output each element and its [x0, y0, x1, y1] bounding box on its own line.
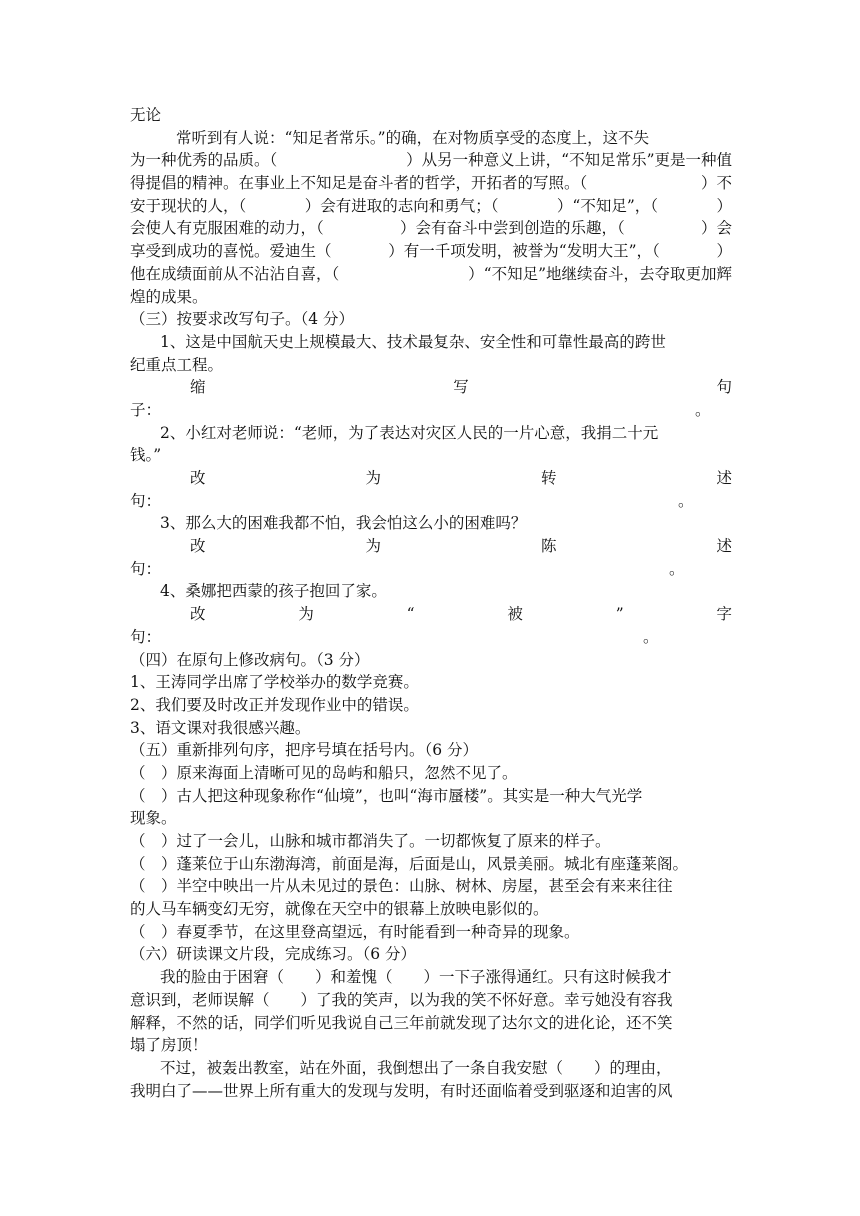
- answer-label: 句：: [130, 627, 162, 646]
- answer-line: [130, 626, 732, 649]
- instruction-char: 为: [298, 605, 314, 624]
- passage-text: ）会有奋斗中尝到创造的乐趣，（: [399, 219, 625, 238]
- answer-line: [130, 399, 732, 422]
- list-item: 1、王涛同学出席了学校举办的数学竞赛。: [130, 673, 419, 692]
- instruction-char: 改: [190, 537, 206, 556]
- instruction-char: ”: [615, 605, 624, 624]
- answer-end: 。: [695, 400, 711, 419]
- list-item: （ ）过了一会儿，山脉和城市都消失了。一切都恢复了原来的样子。: [130, 832, 611, 850]
- instruction-char: 转: [540, 469, 557, 487]
- list-item: （ ）蓬莱位于山东渤海湾，前面是海，后面是山，风景美丽。城北有座蓬莱阁。: [130, 854, 689, 873]
- answer-end: 。: [643, 627, 659, 646]
- question-line: 4、桑娜把西蒙的孩子抱回了家。: [160, 582, 387, 601]
- instruction-char: 改: [190, 469, 206, 487]
- answer-label: 句：: [130, 559, 162, 578]
- passage-text: 会使人有克服困难的动力，（: [130, 219, 324, 238]
- passage-text: 他在成绩面前从不沾沾自喜，（: [130, 264, 340, 283]
- list-item: （ ）古人把这种现象称作“仙境”，也叫“海市蜃楼”。其实是一种大气光学: [130, 786, 643, 805]
- answer-end: 。: [678, 491, 694, 510]
- instruction-char: 句: [716, 378, 732, 397]
- instruction-line: [130, 376, 732, 399]
- question-line: 3、那么大的困难我都不怕，我会怕这么小的困难吗？: [160, 514, 527, 533]
- passage-line: [130, 149, 732, 172]
- instruction-char: 为: [365, 469, 381, 487]
- passage-text: ）会: [700, 219, 732, 238]
- list-item: 的人马车辆变幻无穷，就像在天空中的银幕上放映电影似的。: [130, 900, 549, 919]
- section-title: （六）研读课文片段，完成练习。（6 分）: [130, 945, 417, 964]
- passage-text: ）有一千项发明，被誉为“发明大王”，（: [388, 242, 660, 261]
- paragraph-line: 解释，不然的话，同学们听见我说自己三年前就发现了达尔文的进化论，还不笑: [130, 1013, 673, 1032]
- list-item: 3、语文课对我很感兴趣。: [130, 718, 311, 737]
- list-item: （ ）春夏季节，在这里登高望远，有时能看到一种奇异的现象。: [130, 922, 580, 941]
- word-bank-heading: 无论: [130, 106, 162, 124]
- instruction-char: “: [406, 605, 415, 624]
- passage-line: [130, 263, 732, 286]
- instruction-line: [130, 535, 732, 558]
- passage-line: [130, 195, 732, 218]
- paragraph-line: 塌了房顶！: [130, 1036, 208, 1055]
- passage-line: 常听到有人说：“知足者常乐。”的确，在对物质享受的态度上，这不失: [176, 128, 650, 147]
- passage-text: ）不: [700, 174, 732, 193]
- list-item: （ ）原来海面上清晰可见的岛屿和船只，忽然不见了。: [130, 763, 518, 782]
- list-item: 2、我们要及时改正并发现作业中的错误。: [130, 695, 419, 714]
- passage-line: [130, 172, 732, 195]
- list-item: （ ）半空中映出一片从未见过的景色：山脉、树林、房屋，甚至会有来来往往: [130, 877, 673, 896]
- instruction-char: 述: [716, 537, 732, 556]
- question-line: 2、小红对老师说：“老师，为了表达对灾区人民的一片心意，我捐二十元: [160, 423, 659, 442]
- section-title: （三）按要求改写句子。（4 分）: [130, 310, 355, 329]
- passage-text: ）会有进取的志向和勇气；（: [304, 196, 499, 215]
- answer-label: 子：: [130, 400, 162, 419]
- passage-text: ）从另一种意义上讲，“不知足常乐”更是一种值: [406, 151, 732, 170]
- passage-line: 煌的成果。: [130, 287, 208, 306]
- paragraph-line: 意识到，老师误解（ ）了我的笑声，以为我的笑不怀好意。幸亏她没有容我: [130, 990, 673, 1009]
- instruction-char: 写: [453, 378, 469, 397]
- passage-text: ）“不知足”地继续奋斗，去夺取更加辉: [468, 264, 732, 283]
- paragraph-line: 我的脸由于困窘（ ）和羞愧（ ）一下子涨得通红。只有这时候我才: [160, 968, 672, 987]
- passage-text: ）: [716, 242, 732, 261]
- passage-line: [130, 240, 732, 263]
- answer-label: 句：: [130, 491, 162, 510]
- answer-line: [130, 558, 732, 581]
- passage-text: 得提倡的精神。在事业上不知足是奋斗者的哲学，开拓者的写照。（: [130, 174, 588, 193]
- instruction-char: 字: [716, 605, 732, 624]
- instruction-char: 述: [716, 469, 732, 487]
- list-item: 现象。: [130, 809, 177, 828]
- answer-end: 。: [669, 559, 685, 578]
- instruction-char: 为: [365, 537, 381, 556]
- instruction-char: 改: [190, 605, 206, 624]
- section-title: （五）重新排列句序，把序号填在括号内。（6 分）: [130, 741, 479, 760]
- passage-text: 享受到成功的喜悦。爱迪生（: [130, 242, 332, 261]
- document-page: [130, 104, 732, 1102]
- answer-line: [130, 490, 732, 513]
- passage-line: [130, 217, 732, 240]
- instruction-line: [130, 467, 732, 490]
- section-title: （四）在原句上修改病句。（3 分）: [130, 650, 370, 669]
- instruction-char: 陈: [540, 537, 557, 556]
- question-line: 1、这是中国航天史上规模最大、技术最复杂、安全性和可靠性最高的跨世: [160, 332, 666, 351]
- passage-text: 安于现状的人，（: [130, 196, 247, 215]
- passage-text: 为一种优秀的品质。（: [130, 151, 278, 170]
- instruction-line: [130, 603, 732, 626]
- question-line: 钱。”: [130, 446, 162, 465]
- question-line: 纪重点工程。: [130, 355, 224, 374]
- paragraph-line: 不过，被轰出教室，站在外面，我倒想出了一条自我安慰（ ）的理由，: [160, 1058, 672, 1077]
- instruction-char: 缩: [190, 378, 206, 397]
- paragraph-line: 我明白了——世界上所有重大的发现与发明，有时还面临着受到驱逐和迫害的风: [130, 1081, 673, 1100]
- passage-text: ）: [716, 196, 732, 215]
- instruction-char: 被: [507, 605, 523, 624]
- passage-text: ）“不知足”，（: [556, 196, 659, 215]
